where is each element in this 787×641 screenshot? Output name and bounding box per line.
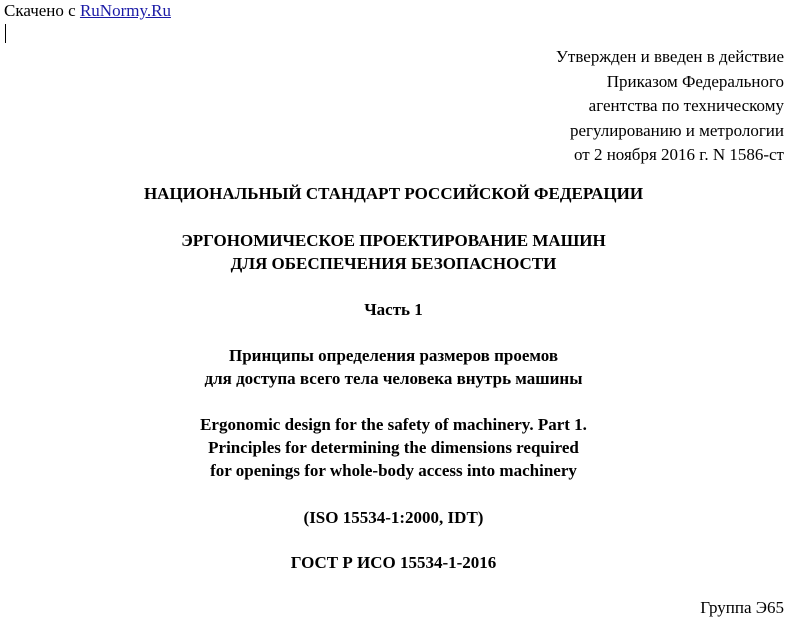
standard-heading bbox=[0, 182, 787, 205]
text-cursor bbox=[5, 24, 6, 43]
title-line: ДЛЯ ОБЕСПЕЧЕНИЯ БЕЗОПАСНОСТИ bbox=[230, 254, 557, 273]
english-title bbox=[0, 413, 787, 482]
subtitle-line: Принципы определения размеров проемов bbox=[228, 346, 559, 365]
approval-line: Утвержден и введен в действие bbox=[555, 47, 784, 66]
subtitle-line: для доступа всего тела человека внутрь машины bbox=[204, 369, 583, 388]
iso-reference-text: (ISO 15534-1:2000, IDT) bbox=[303, 508, 484, 527]
approval-block bbox=[556, 45, 784, 168]
part-text: Часть 1 bbox=[364, 300, 423, 319]
approval-line: агентства по техническому bbox=[588, 96, 784, 115]
english-line: Ergonomic design for the safety of machinery. Part 1. bbox=[200, 415, 587, 434]
approval-line: от 2 ноября 2016 г. N 1586-ст bbox=[574, 145, 784, 164]
standard-heading-text: НАЦИОНАЛЬНЫЙ СТАНДАРТ РОССИЙСКОЙ ФЕДЕРАЦИИ bbox=[143, 184, 644, 203]
source-prefix: Скачено с bbox=[4, 1, 80, 20]
gost-code bbox=[0, 551, 787, 574]
approval-line: регулированию и метрологии bbox=[569, 120, 784, 140]
english-line: Principles for determining the dimensions required bbox=[208, 438, 579, 457]
source-line bbox=[4, 1, 171, 21]
approval-line: Приказом Федерального bbox=[606, 71, 784, 91]
source-link[interactable]: RuNormy.Ru bbox=[79, 1, 171, 20]
english-line: for openings for whole-body access into machinery bbox=[210, 461, 577, 480]
gost-code-text: ГОСТ Р ИСО 15534-1-2016 bbox=[290, 553, 497, 572]
part-label bbox=[0, 298, 787, 321]
document-title bbox=[0, 229, 787, 275]
group-label: Группа Э65 bbox=[700, 598, 784, 617]
title-line: ЭРГОНОМИЧЕСКОЕ ПРОЕКТИРОВАНИЕ МАШИН bbox=[181, 231, 606, 250]
iso-reference bbox=[0, 506, 787, 529]
document-subtitle bbox=[0, 344, 787, 390]
